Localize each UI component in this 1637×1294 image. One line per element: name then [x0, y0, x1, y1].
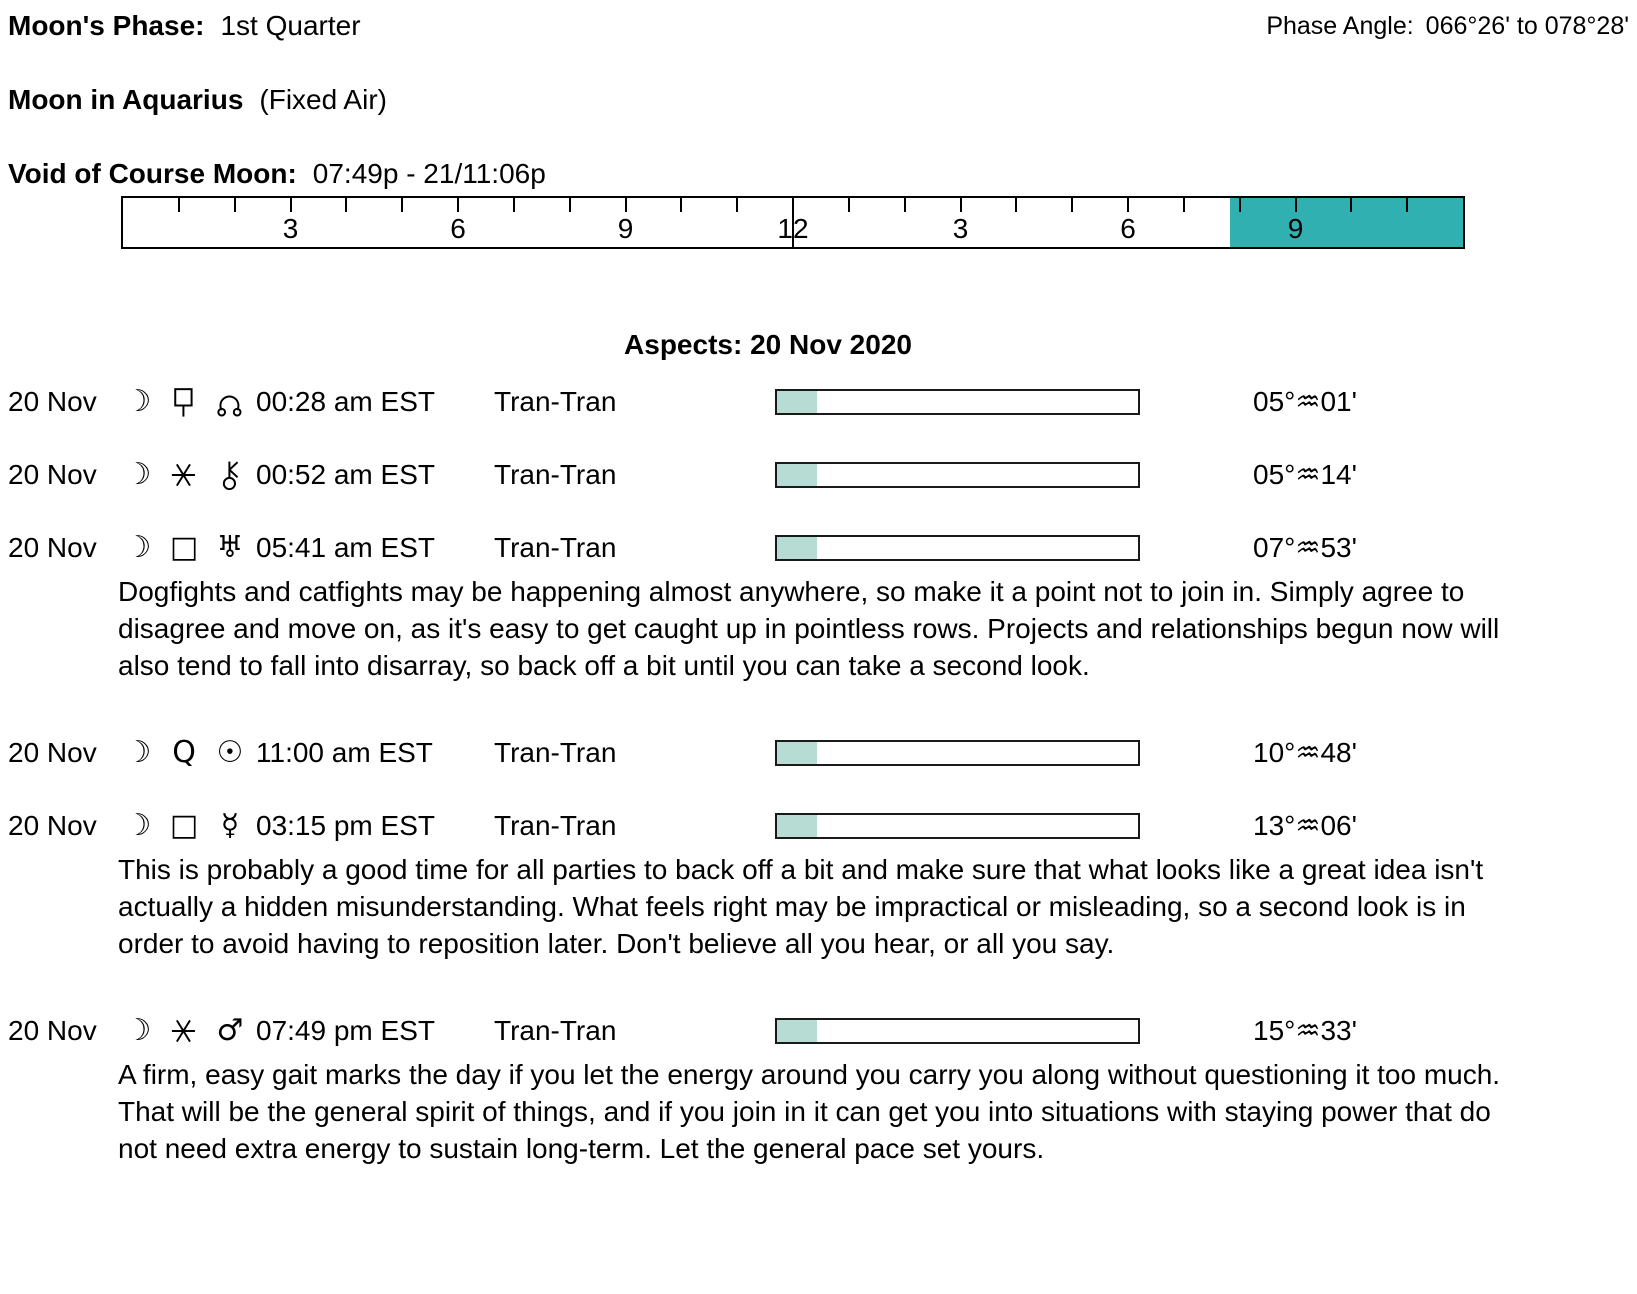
moons-phase-value: 1st Quarter [220, 10, 361, 41]
square-icon: □ [169, 530, 199, 565]
hour-label: 3 [952, 213, 969, 244]
sesquiquadrate-icon [168, 385, 200, 419]
aspect-time: 11:00 am EST [256, 737, 433, 768]
phase-angle-value: 066°26' to 078°28' [1425, 12, 1629, 40]
hour-tick [680, 198, 682, 212]
moon-sign-note: (Fixed Air) [259, 84, 387, 115]
hour-tick [1127, 198, 1129, 212]
aspect-row [8, 458, 1637, 492]
hour-tick [569, 198, 571, 212]
aspect-type: Tran-Tran [494, 737, 617, 768]
hour-tick [513, 198, 515, 212]
hour-tick [1183, 198, 1185, 212]
hour-tick [625, 198, 627, 212]
hour-tick [1015, 198, 1017, 212]
moon-icon: ☽ [124, 735, 152, 770]
aspect-row [8, 385, 1637, 419]
aspect-date: 20 Nov [8, 1015, 97, 1046]
hour-label: 3 [282, 213, 299, 244]
phase-angle-label: Phase Angle: [1266, 12, 1414, 40]
aspect-date: 20 Nov [8, 810, 97, 841]
hour-tick [1406, 198, 1408, 212]
aspect-degree: 07°♒53' [1253, 532, 1357, 563]
sun-icon: ☉ [216, 735, 244, 770]
hour-tick [1350, 198, 1352, 212]
aspect-progress-fill [777, 391, 817, 413]
aspect-degree: 05°♒01' [1253, 386, 1357, 417]
aspect-type: Tran-Tran [494, 459, 617, 490]
uranus-icon: ♅ [216, 530, 244, 565]
moon-sign-line [8, 84, 1637, 116]
aspect-progress-bar [775, 813, 1140, 839]
aspect-row [8, 531, 1637, 684]
moon-icon: ☽ [124, 530, 152, 565]
void-of-course-label: Void of Course Moon: [8, 158, 297, 189]
hour-tick [1071, 198, 1073, 212]
moon-icon: ☽ [124, 384, 152, 419]
aspect-row [8, 736, 1637, 770]
hour-tick [736, 198, 738, 212]
hour-label: 12 [777, 213, 809, 244]
hour-tick [345, 198, 347, 212]
moon-icon: ☽ [124, 1013, 152, 1048]
mars-icon: ♂ [216, 1013, 244, 1048]
aspect-glyphs [122, 385, 256, 419]
hour-label: 9 [1287, 213, 1304, 244]
aspect-glyphs [122, 531, 256, 565]
voc-highlight-region [1230, 198, 1463, 247]
aspect-time: 00:28 am EST [256, 386, 435, 417]
hour-tick [904, 198, 906, 212]
hour-label: 6 [450, 213, 466, 244]
aspect-progress-bar [775, 740, 1140, 766]
moon-icon: ☽ [124, 808, 152, 843]
aspect-row [8, 1014, 1637, 1167]
aspect-date: 20 Nov [8, 459, 97, 490]
aspect-degree: 05°♒14' [1253, 459, 1357, 490]
aspect-type: Tran-Tran [494, 386, 617, 417]
aspect-time: 07:49 pm EST [256, 1015, 435, 1046]
aspect-row [8, 809, 1637, 962]
aspect-glyphs [122, 1014, 256, 1048]
aspect-glyphs [122, 809, 256, 843]
voc-timeline-ruler [121, 196, 1465, 249]
sextile-icon [168, 458, 200, 492]
aspect-type: Tran-Tran [494, 1015, 617, 1046]
aspect-degree: 10°♒48' [1253, 737, 1357, 768]
hour-tick [234, 198, 236, 212]
moon-icon: ☽ [124, 457, 152, 492]
void-of-course-line [8, 158, 1637, 190]
aspect-progress-bar [775, 389, 1140, 415]
void-of-course-value: 07:49p - 21/11:06p [312, 158, 546, 189]
hour-tick [457, 198, 459, 212]
hour-tick [178, 198, 180, 212]
aspect-time: 03:15 pm EST [256, 810, 435, 841]
aspect-progress-bar [775, 535, 1140, 561]
aspect-progress-bar [775, 462, 1140, 488]
aspect-progress-fill [777, 742, 817, 764]
mercury-icon: ☿ [220, 808, 240, 843]
aspect-glyphs [122, 736, 256, 770]
hour-label: 9 [617, 213, 634, 244]
sextile-icon [168, 1014, 200, 1048]
hour-tick [960, 198, 962, 212]
hour-label: 6 [1120, 213, 1136, 244]
aspect-type: Tran-Tran [494, 810, 617, 841]
aspect-interpretation: This is probably a good time for all parties to back off a bit and make sure that what looks like a great idea isn't actually a hidden misunderstanding. What feels right may be impractical or misleading, so a second look is in order to avoid having to reposition later. Don't believe all you hear, or all you say. [118, 854, 1484, 959]
aspect-time: 00:52 am EST [256, 459, 435, 490]
aspect-progress-fill [777, 464, 817, 486]
report-header [8, 10, 1629, 42]
aspects-title: Aspects: 20 Nov 2020 [624, 329, 912, 360]
hour-tick [848, 198, 850, 212]
aspect-degree: 15°♒33' [1253, 1015, 1357, 1046]
aspect-interpretation: Dogfights and catfights may be happening almost anywhere, so make it a point not to join in. Simply agree to disagree and move on, as it's easy to get caught up in pointless rows. Projects and relationships begun now will also tend to fall into disarray, so back off a bit until you can take a second look. [118, 576, 1500, 681]
aspect-date: 20 Nov [8, 737, 97, 768]
aspect-progress-bar [775, 1018, 1140, 1044]
aspect-progress-fill [777, 1020, 817, 1042]
phase-angle-line [1266, 10, 1629, 41]
chiron-icon [214, 458, 246, 492]
north-node-icon [214, 385, 246, 419]
hour-tick [290, 198, 292, 212]
aspect-time: 05:41 am EST [256, 532, 435, 563]
aspect-date: 20 Nov [8, 386, 97, 417]
hour-tick [1239, 198, 1241, 212]
moons-phase-label: Moon's Phase: [8, 10, 205, 41]
hour-tick [1295, 198, 1297, 212]
square-icon: □ [169, 808, 199, 843]
aspect-progress-fill [777, 537, 817, 559]
aspect-progress-fill [777, 815, 817, 837]
aspect-list [8, 385, 1637, 1167]
quintile-icon: Q [172, 735, 196, 770]
hour-tick [401, 198, 403, 212]
aspect-glyphs [122, 458, 256, 492]
moon-sign-label: Moon in Aquarius [8, 84, 244, 115]
aspect-date: 20 Nov [8, 532, 97, 563]
moons-phase-line [8, 10, 361, 42]
aspect-type: Tran-Tran [494, 532, 617, 563]
aspect-interpretation: A firm, easy gait marks the day if you let the energy around you carry you along without questioning it too much. That will be the general spirit of things, and if you join in it can get you into situations with staying power that do not need extra energy to sustain long-term. Let the general pace set yours. [118, 1059, 1501, 1164]
aspect-degree: 13°♒06' [1253, 810, 1357, 841]
